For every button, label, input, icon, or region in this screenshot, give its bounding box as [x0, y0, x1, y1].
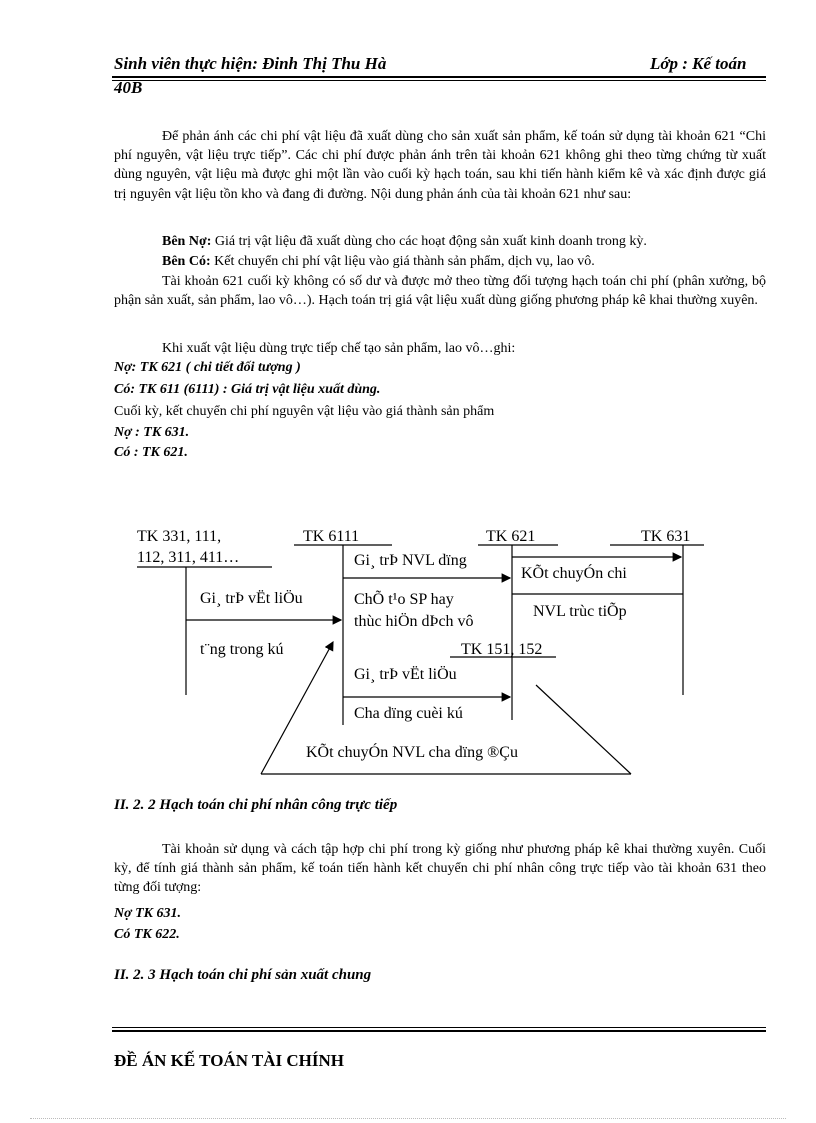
footer-rule-bottom — [112, 1030, 766, 1032]
account-631: TK 631 — [641, 528, 691, 545]
paragraph-3: Khi xuất vật liệu dùng trực tiếp chế tạo sản phẩm, lao vô…ghi: — [162, 341, 516, 356]
label-use-2: ChÕ t¹o SP hay — [354, 591, 454, 608]
label-transfer-1: KÕt chuyÓn chi — [521, 565, 627, 582]
ben-no-text: Giá trị vật liệu đã xuất dùng cho các hoạt động sản xuất kinh doanh trong kỳ. — [211, 234, 647, 249]
page-edge-dots — [30, 1118, 786, 1119]
header-class-suffix: 40B — [114, 78, 143, 97]
label-begin-stock: KÕt chuyÓn NVL cha dïng ®Çu — [306, 744, 518, 761]
paragraph-2: Tài khoản 621 cuối kỳ không có số dư và được mở theo từng đối tượng hạch toán chi phí (phân xưởng, bộ phận sản xuất, sản phẩm, lao vô…). Hạch toán trị giá vật liệu xuất dùng giống phương pháp kê khai thường xuyên. — [114, 274, 766, 309]
label-end-stock-2: Cha dïng cuèi kú — [354, 705, 463, 722]
label-purchase-2: t¨ng trong kú — [200, 641, 284, 658]
label-transfer-2: NVL trùc tiÕp — [533, 603, 627, 620]
label-use-3: thùc hiÖn dÞch vô — [354, 613, 474, 630]
account-6111: TK 6111 — [303, 528, 360, 545]
ben-no-label: Bên Nợ: — [162, 234, 212, 249]
entry-no-631: Nợ : TK 631. — [114, 425, 190, 440]
section-2-paragraph: Tài khoản sử dụng và cách tập hợp chi phí trong kỳ giống như phương pháp kê khai thường xuyên. Cuối kỳ, để tính giá thành sản phẩm, kế toán tiến hành kết chuyển chi phí nhân công trực tiếp vào tài khoản 631 theo từng đối tượng: — [114, 842, 766, 896]
section-2-entry-no: Nợ TK 631. — [114, 906, 182, 921]
account-331: TK 331, 111, — [137, 528, 222, 545]
ben-co-label: Bên Có: — [162, 254, 211, 269]
footer-title: ĐỀ ÁN KẾ TOÁN TÀI CHÍNH — [114, 1051, 345, 1070]
paragraph-1: Để phản ánh các chi phí vật liệu đã xuất dùng cho sản xuất sản phẩm, kế toán sử dụng tài khoản 621 “Chi phí nguyên, vật liệu trực tiếp”. Các chi phí được phản ánh trên tài khoản 621 không ghi theo từng chứng từ xuất dùng nguyên, vật liệu mà được ghi một lần vào cuối kỳ hạch toán, sau khi tiến hành kiểm kê và xác định được giá trị nguyên vật liệu tồn kho và đang đi đường. Nội dung phản ánh của tài khoản 621 như sau: — [114, 129, 766, 202]
label-use-1: Gi¸ trÞ NVL dïng — [354, 552, 467, 569]
account-112: 112, 311, 411… — [137, 549, 240, 566]
paragraph-4: Cuối kỳ, kết chuyển chi phí nguyên vật liệu vào giá thành sản phẩm — [114, 404, 495, 419]
section-2-entry-co: Có TK 622. — [114, 927, 180, 942]
header-student: Sinh viên thực hiện: Đinh Thị Thu Hà — [114, 54, 387, 73]
section-3-heading: II. 2. 3 Hạch toán chi phí sản xuất chung — [114, 967, 372, 983]
section-2-heading: II. 2. 2 Hạch toán chi phí nhân công trực tiếp — [114, 797, 398, 813]
header-class: Lớp : Kế toán — [650, 54, 747, 73]
entry-co-611: Có: TK 611 (6111) : Giá trị vật liệu xuất dùng. — [114, 382, 381, 397]
entry-no-621: Nợ: TK 621 ( chi tiết đối tượng ) — [114, 360, 301, 375]
footer-rule-top — [112, 1027, 766, 1028]
entry-co-621: Có : TK 621. — [114, 445, 188, 460]
label-purchase-1: Gi¸ trÞ vËt liÖu — [200, 590, 303, 607]
triangle-right — [536, 685, 631, 774]
label-end-stock-1: Gi¸ trÞ vËt liÖu — [354, 666, 457, 683]
ben-co-text: Kết chuyển chi phí vật liệu vào giá thành sản phẩm, dịch vụ, lao vô. — [210, 254, 595, 269]
account-151: TK 151, 152 — [461, 641, 543, 658]
account-621: TK 621 — [486, 528, 536, 545]
